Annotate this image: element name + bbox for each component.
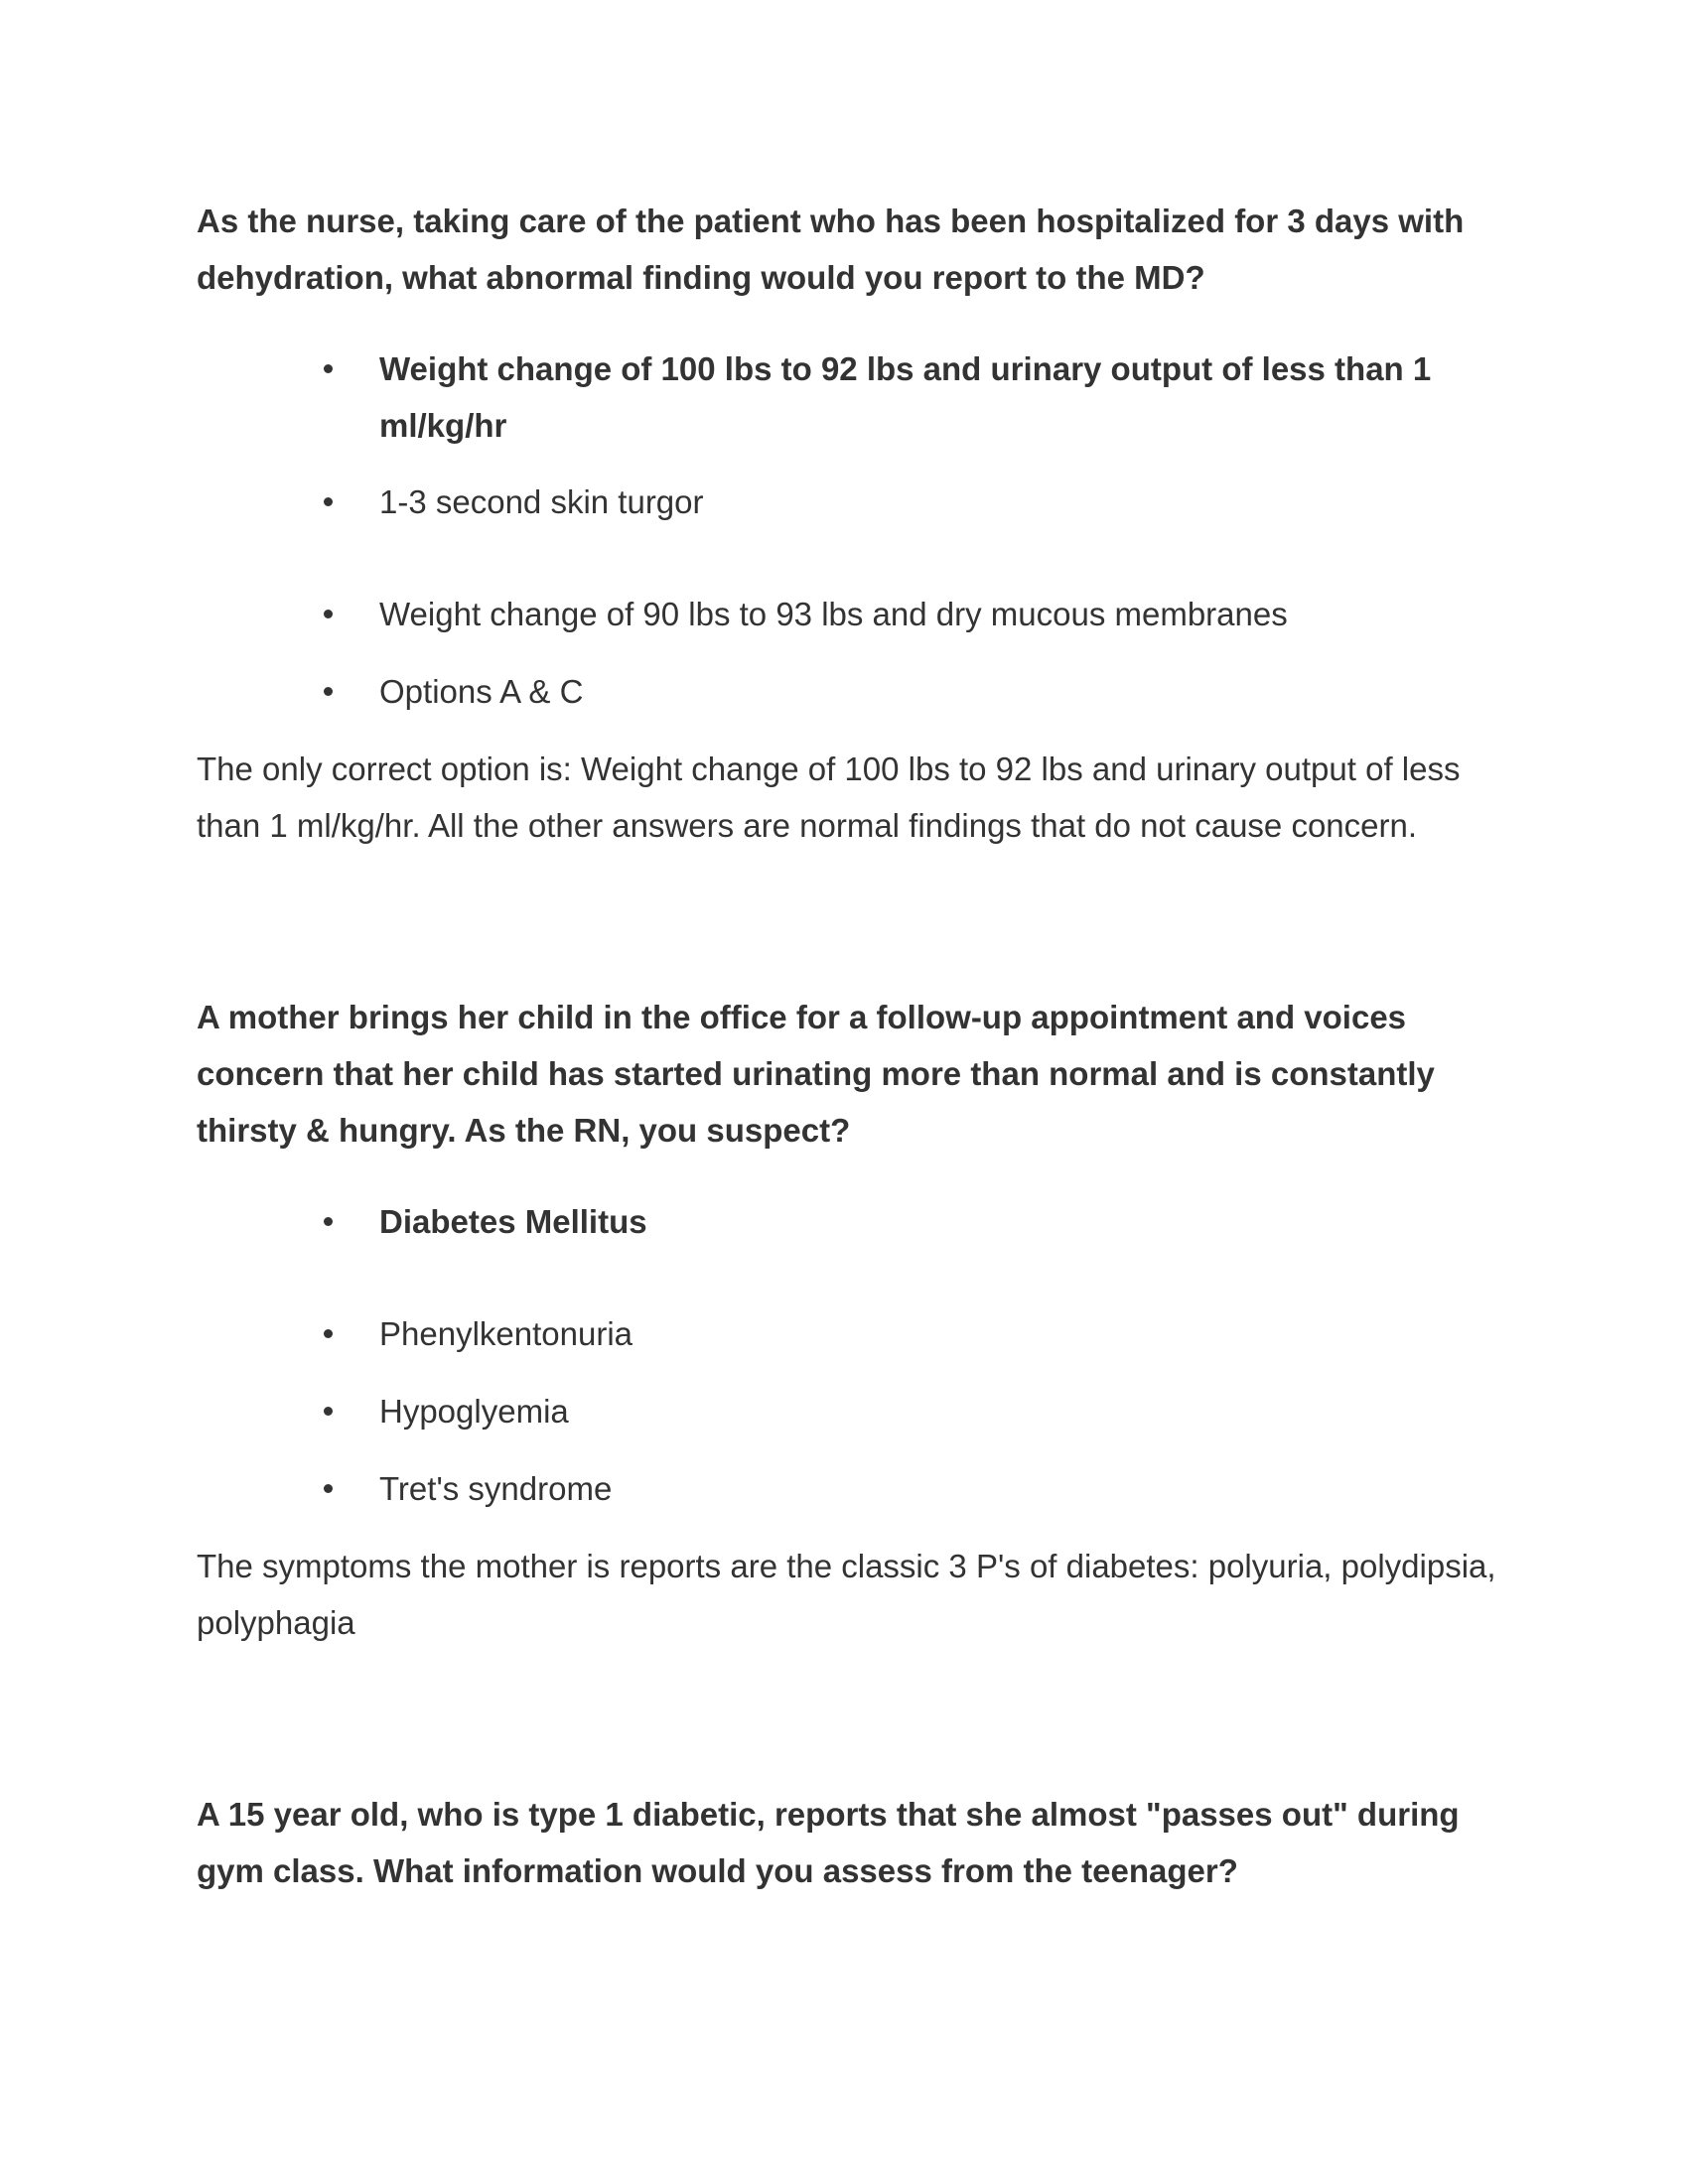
q1-option-d	[328, 663, 1460, 720]
q1-option-d-text: Options A & C	[379, 673, 584, 710]
bullet-icon	[324, 1217, 333, 1226]
bullet-icon	[324, 364, 333, 373]
bullet-icon	[324, 1484, 333, 1493]
q2-option-d	[328, 1460, 1460, 1517]
q2-option-c	[328, 1383, 1460, 1439]
bullet-icon	[324, 1407, 333, 1416]
q2-option-a-text: Diabetes Mellitus	[379, 1203, 647, 1240]
q2-option-b-text: Phenylkentonuria	[379, 1315, 633, 1352]
q2-option-d-text: Tret's syndrome	[379, 1470, 613, 1507]
q1-option-a-text: Weight change of 100 lbs to 92 lbs and urinary output of less than 1 ml/kg/hr	[379, 350, 1432, 444]
q1-option-b-text: 1-3 second skin turgor	[379, 483, 704, 520]
question-3-text: A 15 year old, who is type 1 diabetic, reports that she almost "passes out" during gym class. What information would you assess from the teenager?	[197, 1796, 1460, 1889]
q1-option-c	[328, 586, 1460, 642]
bullet-icon	[324, 610, 333, 618]
bullet-icon	[324, 687, 333, 696]
q1-option-a	[328, 341, 1460, 454]
q2-option-c-text: Hypoglyemia	[379, 1393, 569, 1430]
question-1-explanation: The only correct option is: Weight change of 100 lbs to 92 lbs and urinary output of less than 1 ml/kg/hr. All the other answers are normal findings that do not cause concern.	[197, 751, 1461, 844]
bullet-icon	[324, 497, 333, 506]
q2-option-a	[328, 1193, 1460, 1250]
bullet-icon	[324, 1329, 333, 1338]
q1-option-c-text: Weight change of 90 lbs to 93 lbs and dry mucous membranes	[379, 596, 1288, 632]
question-1-text: As the nurse, taking care of the patient who has been hospitalized for 3 days with dehydration, what abnormal finding would you report to the MD?	[197, 203, 1465, 296]
question-2-text: A mother brings her child in the office for a follow-up appointment and voices concern that her child has started urinating more than normal and is constantly thirsty & hungry. As the RN, you suspect?	[197, 999, 1435, 1149]
q1-option-b	[328, 474, 1460, 530]
question-2-explanation: The symptoms the mother is reports are the classic 3 P's of diabetes: polyuria, polydipsia, polyphagia	[197, 1548, 1496, 1641]
q2-option-b	[328, 1305, 1460, 1362]
